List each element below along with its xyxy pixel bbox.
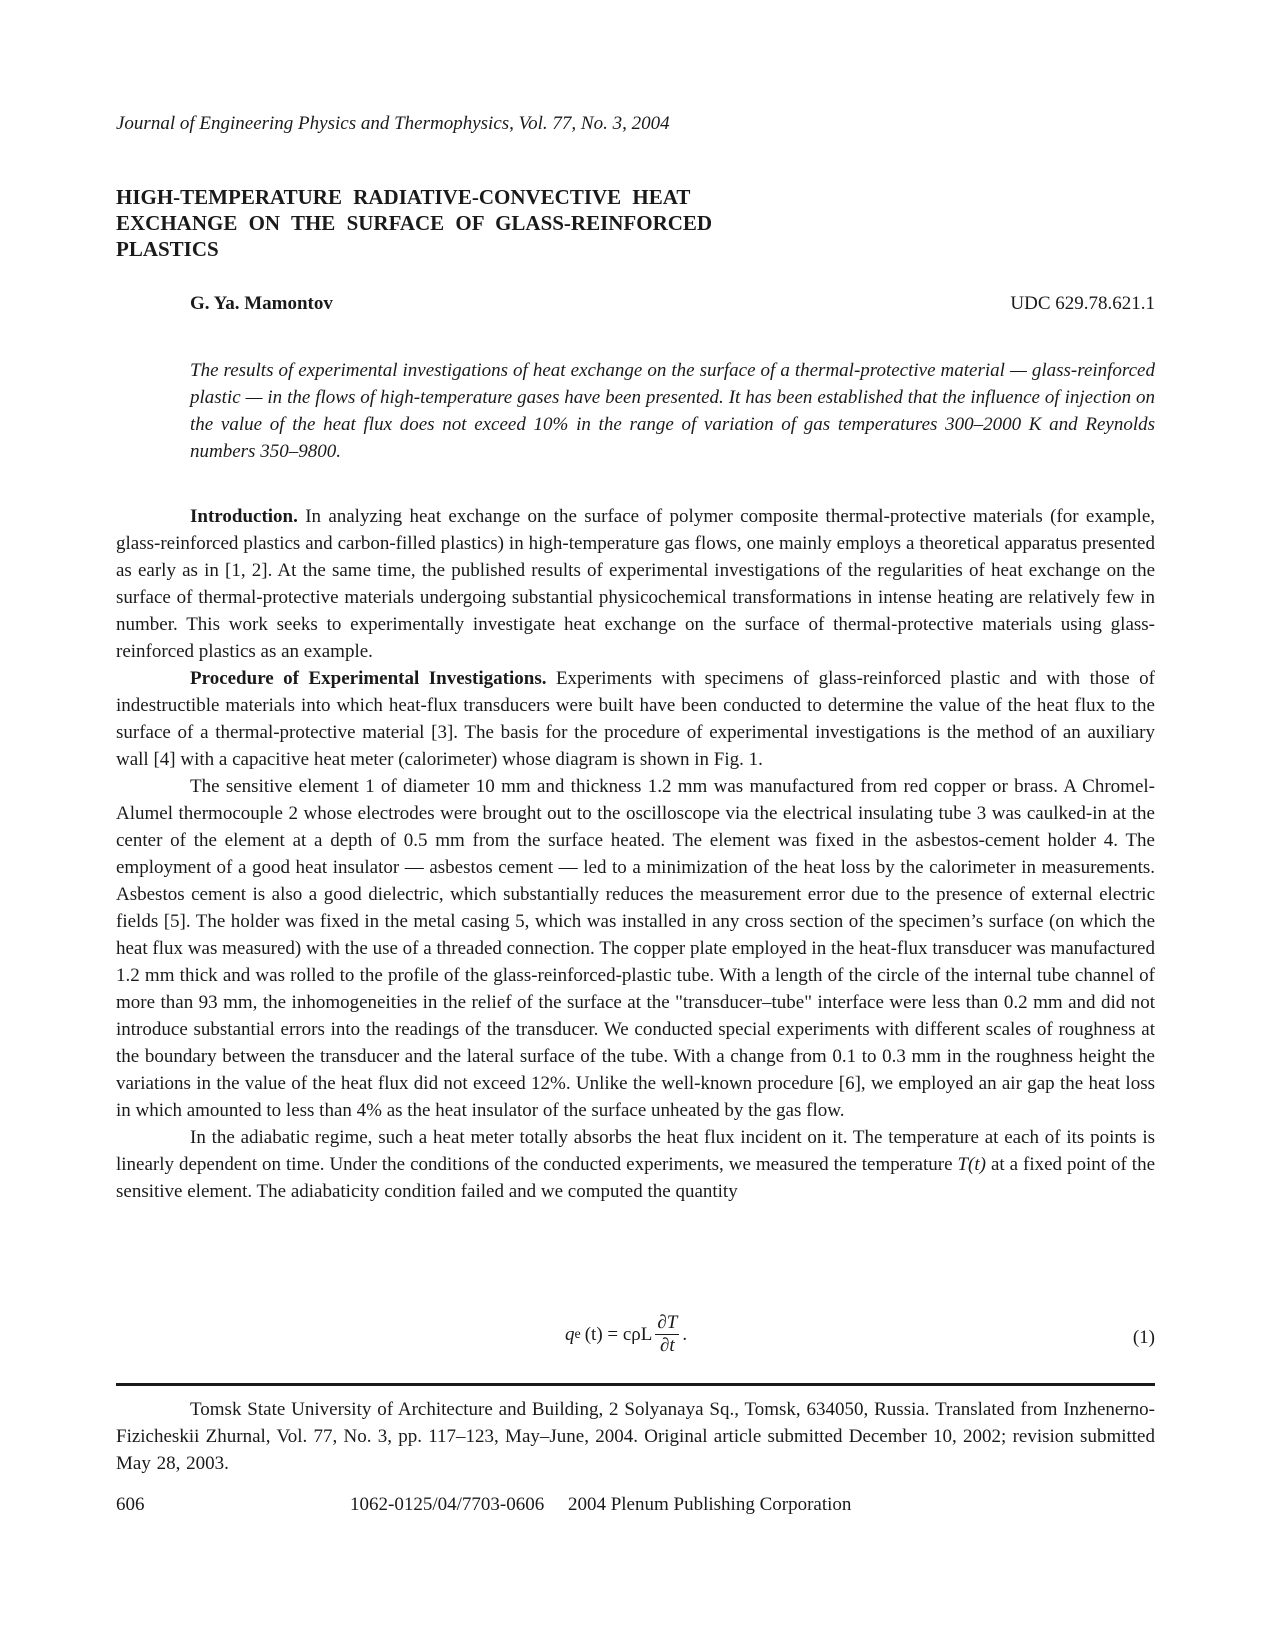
- equation-1: [565, 1312, 687, 1357]
- paragraph-4-post: at a fixed point of the sensitive element. The adiabaticity condition failed and we computed the quantity: [116, 1154, 1156, 1202]
- intro-text: In analyzing heat exchange on the surface of polymer composite thermal-protective materials (for example, glass-reinforced plastics and carbon-filled plastics) in high-temperature gas flows, one mainly employs a theoretical apparatus presented as early as in [1, 2]. At the same time, the published results of experimental investigations of the regularities of heat exchange on the surface of thermal-protective materials undergoing substantial physicochemical transformations in intense heating are relatively few in number. This work seeks to experimentally investigate heat exchange on the surface of thermal-protective materials using glass-reinforced plastics as an example.: [116, 506, 1155, 662]
- eq-denominator: ∂t: [660, 1335, 675, 1356]
- abstract: The results of experimental investigations of heat exchange on the surface of a thermal-protective material — glass-reinforced plastic — in the flows of high-temperature gases have been presented. It has been established that the influence of injection on the value of the heat flux does not exceed 10% in the range of variation of gas temperatures 300–2000 K and Reynolds numbers 350–9800.: [190, 360, 1155, 462]
- eq-fraction: [655, 1312, 679, 1357]
- intro-heading: Introduction.: [190, 506, 298, 527]
- eq-q: q: [565, 1323, 575, 1345]
- eq-numerator: ∂T: [657, 1312, 678, 1333]
- paragraph-4: [116, 1124, 1155, 1205]
- affiliation-footnote: Tomsk State University of Architecture and Building, 2 Solyanaya Sq., Tomsk, 634050, Russia. Translated from Inzhenerno-Fizicheskii Zhurnal, Vol. 77, No. 3, pp. 117–123, May–June, 2004. Original article submitted December 10, 2002; revision submitted May 28, 2003.: [116, 1399, 1155, 1474]
- paragraph-3: The sensitive element 1 of diameter 10 mm and thickness 1.2 mm was manufactured from red copper or brass. A Chromel-Alumel thermocouple 2 whose electrodes were brought out to the oscilloscope via the electrical insulating tube 3 was caulked-in at the center of the element at a depth of 0.5 mm from the surface heated. The element was fixed in the asbestos-cement holder 4. The employment of a good heat insulator — asbestos cement — led to a minimization of the heat loss by the calorimeter in measurements. Asbestos cement is also a good dielectric, which substantially reduces the measurement error due to the presence of external electric fields [5]. The holder was fixed in the metal casing 5, which was installed in any cross section of the specimen’s surface (on which the heat flux was measured) with the use of a threaded connection. The copper plate employed in the heat-flux transducer was manufactured 1.2 mm thick and was rolled to the profile of the glass-reinforced-plastic tube. With a length of the circle of the internal tube channel of more than 93 mm, the inhomogeneities in the relief of the surface at the "transducer–tube" interface were less than 0.2 mm and did not introduce substantial errors into the readings of the transducer. We conducted special experiments with different scales of roughness at the boundary between the transducer and the lateral surface of the tube. With a change from 0.1 to 0.3 mm in the roughness height the variations in the value of the heat flux did not exceed 12%. Unlike the well-known procedure [6], we employed an air gap the heat loss in which amounted to less than 4% as the heat insulator of the surface unheated by the gas flow.: [116, 776, 1155, 1121]
- procedure-heading: Procedure of Experimental Investigations.: [190, 668, 547, 689]
- paragraph-4-pre: In the adiabatic regime, such a heat meter totally absorbs the heat flux incident on it. The temperature at each of its points is linearly dependent on time. Under the conditions of the conducted experiments, we measured the temperature: [116, 1127, 1155, 1175]
- copyright-line: 1062-0125/04/7703-0606 2004 Plenum Publishing Corporation: [350, 1494, 852, 1515]
- procedure-paragraph: [116, 665, 1155, 773]
- equation-number: (1): [1132, 1327, 1155, 1348]
- temperature-variable: T(t): [957, 1154, 986, 1175]
- intro-paragraph: [116, 503, 1155, 665]
- page-number: 606: [116, 1494, 145, 1515]
- eq-end: .: [682, 1323, 688, 1345]
- author-name: G. Ya. Mamontov: [190, 293, 333, 314]
- eq-lhs: (t) = cρL: [584, 1323, 653, 1345]
- article-body: [116, 503, 1155, 1205]
- footnote-divider: [116, 1383, 1155, 1386]
- article-title: HIGH-TEMPERATURE RADIATIVE-CONVECTIVE HEAT EXCHANGE ON THE SURFACE OF GLASS-REINFORCED PLASTICS: [116, 185, 713, 261]
- udc-code: UDC 629.78.621.1: [1010, 293, 1155, 314]
- eq-subscript: e: [574, 1326, 581, 1342]
- journal-header: Journal of Engineering Physics and Thermophysics, Vol. 77, No. 3, 2004: [116, 113, 670, 134]
- procedure-text: Experiments with specimens of glass-reinforced plastic and with those of indestructible materials into which heat-flux transducers were built have been conducted to determine the value of the heat flux to the surface of a thermal-protective material [3]. The basis for the procedure of experimental investigations is the method of an auxiliary wall [4] with a capacitive heat meter (calorimeter) whose diagram is shown in Fig. 1.: [116, 668, 1156, 770]
